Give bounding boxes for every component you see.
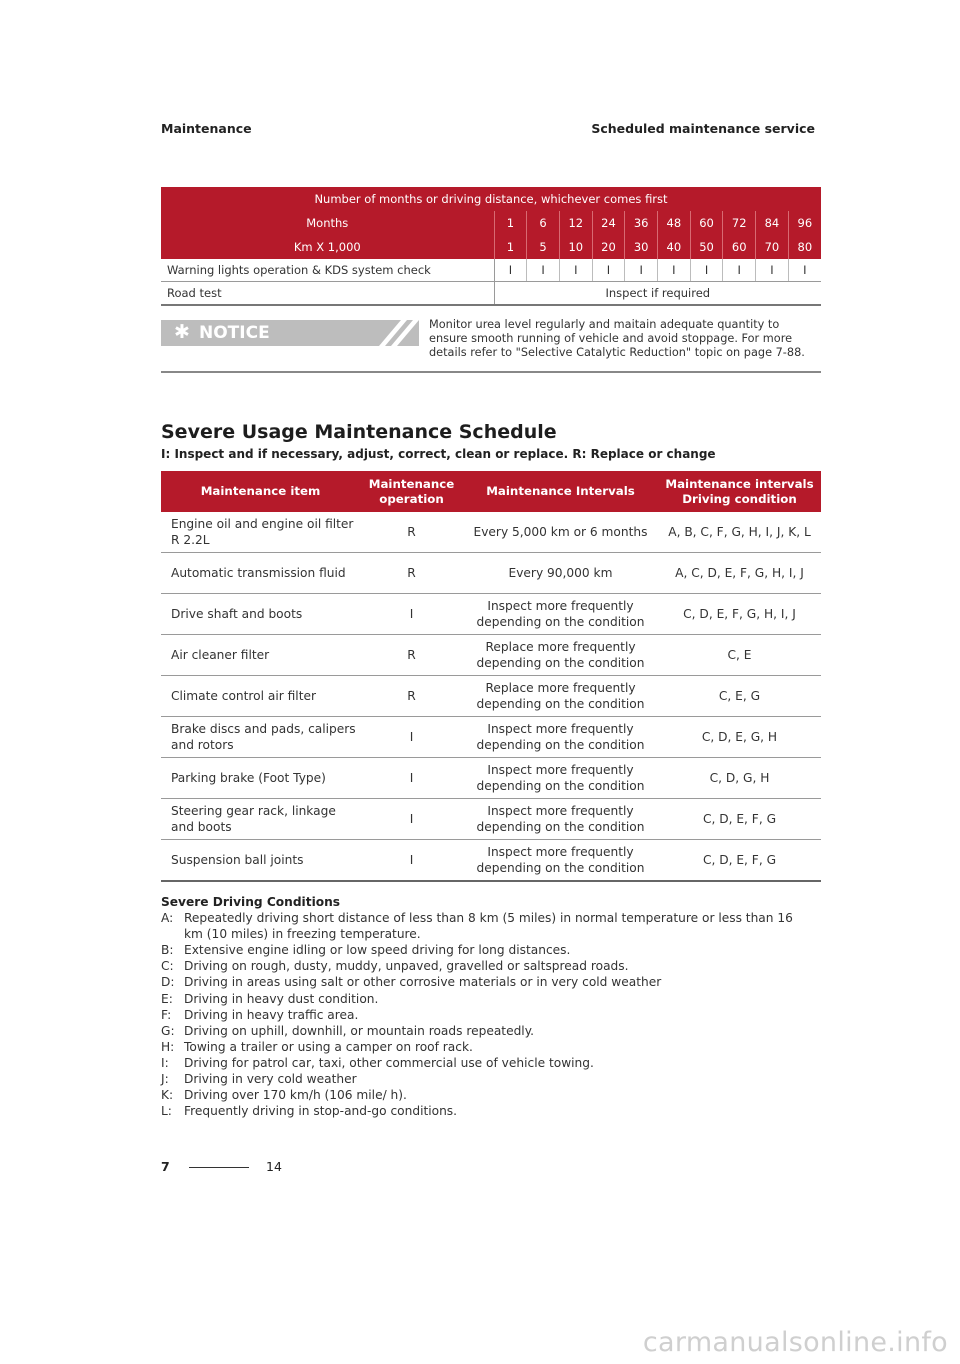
row-value: I xyxy=(690,259,723,282)
list-item: C: Driving on rough, dusty, muddy, unpaved, gravelled or saltspread roads. xyxy=(161,959,629,974)
row-value: I xyxy=(658,259,691,282)
severe-conditions xyxy=(161,894,821,1119)
condition-cell: C, D, E, G, H xyxy=(658,717,821,758)
header-condition: Maintenance intervals Driving condition xyxy=(658,471,821,512)
operation-cell: R xyxy=(360,635,463,676)
notice-label: NOTICE xyxy=(199,323,270,343)
table-row xyxy=(161,840,821,882)
table-row xyxy=(161,635,821,676)
table-row xyxy=(161,676,821,717)
operation-cell: R xyxy=(360,512,463,553)
watermark: carmanualsonline.info xyxy=(642,1327,948,1358)
table-header xyxy=(161,471,821,512)
interval-table xyxy=(161,187,821,306)
km-cell: 70 xyxy=(756,235,789,259)
km-cell: 60 xyxy=(723,235,756,259)
running-header xyxy=(161,121,821,141)
asterisk-icon: ✱ xyxy=(174,321,190,343)
month-cell: 48 xyxy=(658,211,691,235)
condition-cell: C, E xyxy=(658,635,821,676)
table-row xyxy=(161,553,821,594)
table-row xyxy=(161,758,821,799)
month-cell: 72 xyxy=(723,211,756,235)
row-value: I xyxy=(527,259,560,282)
km-cell: 30 xyxy=(625,235,658,259)
interval-cell: Inspect more frequently depending on the condition xyxy=(463,840,658,882)
list-item: I: Driving for patrol car, taxi, other commercial use of vehicle towing. xyxy=(161,1055,594,1070)
item-cell: Parking brake (Foot Type) xyxy=(161,758,360,799)
month-cell: 84 xyxy=(756,211,789,235)
row-value: I xyxy=(559,259,592,282)
operation-cell: I xyxy=(360,840,463,882)
header-section: Maintenance xyxy=(161,121,252,136)
item-cell: Suspension ball joints xyxy=(161,840,360,882)
interval-cell: Inspect more frequently depending on the condition xyxy=(463,758,658,799)
month-cell: 60 xyxy=(690,211,723,235)
condition-cell: A, B, C, F, G, H, I, J, K, L xyxy=(658,512,821,553)
footer-divider xyxy=(189,1167,249,1168)
chapter-number: 7 xyxy=(161,1159,170,1174)
item-cell: Drive shaft and boots xyxy=(161,594,360,635)
item-cell: Climate control air filter xyxy=(161,676,360,717)
list-item: J: Driving in very cold weather xyxy=(161,1072,357,1087)
header-operation: Maintenance operation xyxy=(360,471,463,512)
section-legend: I: Inspect and if necessary, adjust, correct, clean or replace. R: Replace or change xyxy=(161,447,716,461)
interval-cell: Inspect more frequently depending on the condition xyxy=(463,594,658,635)
km-row xyxy=(161,235,821,259)
list-item: H: Towing a trailer or using a camper on roof rack. xyxy=(161,1039,473,1054)
interval-cell: Every 90,000 km xyxy=(463,553,658,594)
item-cell: Engine oil and engine oil filter R 2.2L xyxy=(161,512,360,553)
km-label: Km X 1,000 xyxy=(161,235,494,259)
table-row xyxy=(161,512,821,553)
section-title: Severe Usage Maintenance Schedule xyxy=(161,421,557,443)
row-value: I xyxy=(625,259,658,282)
interval-cell: Replace more frequently depending on the condition xyxy=(463,676,658,717)
page-footer xyxy=(161,1159,361,1179)
row-value: I xyxy=(788,259,821,282)
slash-decoration-icon xyxy=(379,320,419,346)
row-value: I xyxy=(592,259,625,282)
km-cell: 10 xyxy=(559,235,592,259)
interval-cell: Replace more frequently depending on the condition xyxy=(463,635,658,676)
condition-cell: C, E, G xyxy=(658,676,821,717)
notice-banner xyxy=(161,320,419,346)
item-cell: Automatic transmission fluid xyxy=(161,553,360,594)
operation-cell: I xyxy=(360,799,463,840)
page-number: 14 xyxy=(266,1159,282,1174)
table-row xyxy=(161,259,821,282)
month-cell: 24 xyxy=(592,211,625,235)
interval-cell: Inspect more frequently depending on the condition xyxy=(463,799,658,840)
table-row xyxy=(161,717,821,758)
operation-cell: R xyxy=(360,676,463,717)
operation-cell: R xyxy=(360,553,463,594)
item-cell: Steering gear rack, linkage and boots xyxy=(161,799,360,840)
month-cell: 36 xyxy=(625,211,658,235)
table-row xyxy=(161,799,821,840)
row-value: I xyxy=(723,259,756,282)
condition-cell: C, D, G, H xyxy=(658,758,821,799)
months-label: Months xyxy=(161,211,494,235)
km-cell: 5 xyxy=(527,235,560,259)
condition-cell: C, D, E, F, G, H, I, J xyxy=(658,594,821,635)
month-cell: 6 xyxy=(527,211,560,235)
row-merged-value: Inspect if required xyxy=(494,282,821,306)
condition-cell: A, C, D, E, F, G, H, I, J xyxy=(658,553,821,594)
month-cell: 12 xyxy=(559,211,592,235)
operation-cell: I xyxy=(360,717,463,758)
list-item: G: Driving on uphill, downhill, or mountain roads repeatedly. xyxy=(161,1023,535,1038)
table-row xyxy=(161,282,821,306)
list-item: L: Frequently driving in stop-and-go conditions. xyxy=(161,1104,458,1119)
km-cell: 50 xyxy=(690,235,723,259)
km-cell: 80 xyxy=(788,235,821,259)
header-item: Maintenance item xyxy=(161,471,360,512)
km-cell: 40 xyxy=(658,235,691,259)
list-item: A: Repeatedly driving short distance of less than 8 km (5 miles) in normal temperature or less than 16 km (10 miles) in freezing temperature. xyxy=(161,911,793,942)
conditions-title: Severe Driving Conditions xyxy=(161,895,341,909)
months-row xyxy=(161,211,821,235)
item-cell: Air cleaner filter xyxy=(161,635,360,676)
row-value: I xyxy=(494,259,527,282)
row-label: Road test xyxy=(161,282,494,306)
km-cell: 20 xyxy=(592,235,625,259)
table-row xyxy=(161,594,821,635)
interval-table-title: Number of months or driving distance, whichever comes first xyxy=(161,187,821,211)
month-cell: 96 xyxy=(788,211,821,235)
interval-cell: Inspect more frequently depending on the condition xyxy=(463,717,658,758)
operation-cell: I xyxy=(360,758,463,799)
list-item: D: Driving in areas using salt or other corrosive materials or in very cold weather xyxy=(161,975,662,990)
notice-box xyxy=(161,317,821,373)
list-item: B: Extensive engine idling or low speed driving for long distances. xyxy=(161,943,571,958)
list-item: F: Driving in heavy traffic area. xyxy=(161,1007,359,1022)
km-cell: 1 xyxy=(494,235,527,259)
interval-cell: Every 5,000 km or 6 months xyxy=(463,512,658,553)
header-intervals: Maintenance Intervals xyxy=(463,471,658,512)
condition-cell: C, D, E, F, G xyxy=(658,799,821,840)
month-cell: 1 xyxy=(494,211,527,235)
list-item: K: Driving over 170 km/h (106 mile/ h). xyxy=(161,1088,407,1103)
header-topic: Scheduled maintenance service xyxy=(591,121,815,136)
row-label: Warning lights operation & KDS system check xyxy=(161,259,494,282)
operation-cell: I xyxy=(360,594,463,635)
severe-schedule-table xyxy=(161,471,821,882)
item-cell: Brake discs and pads, calipers and rotors xyxy=(161,717,360,758)
condition-cell: C, D, E, F, G xyxy=(658,840,821,882)
row-value: I xyxy=(756,259,789,282)
notice-text: Monitor urea level regularly and maitain adequate quantity to ensure smooth running of vehicle and avoid stoppage. For more details refer to "Selective Catalytic Reduction" topic on page 7-88. xyxy=(429,318,805,359)
list-item: E: Driving in heavy dust condition. xyxy=(161,991,379,1006)
